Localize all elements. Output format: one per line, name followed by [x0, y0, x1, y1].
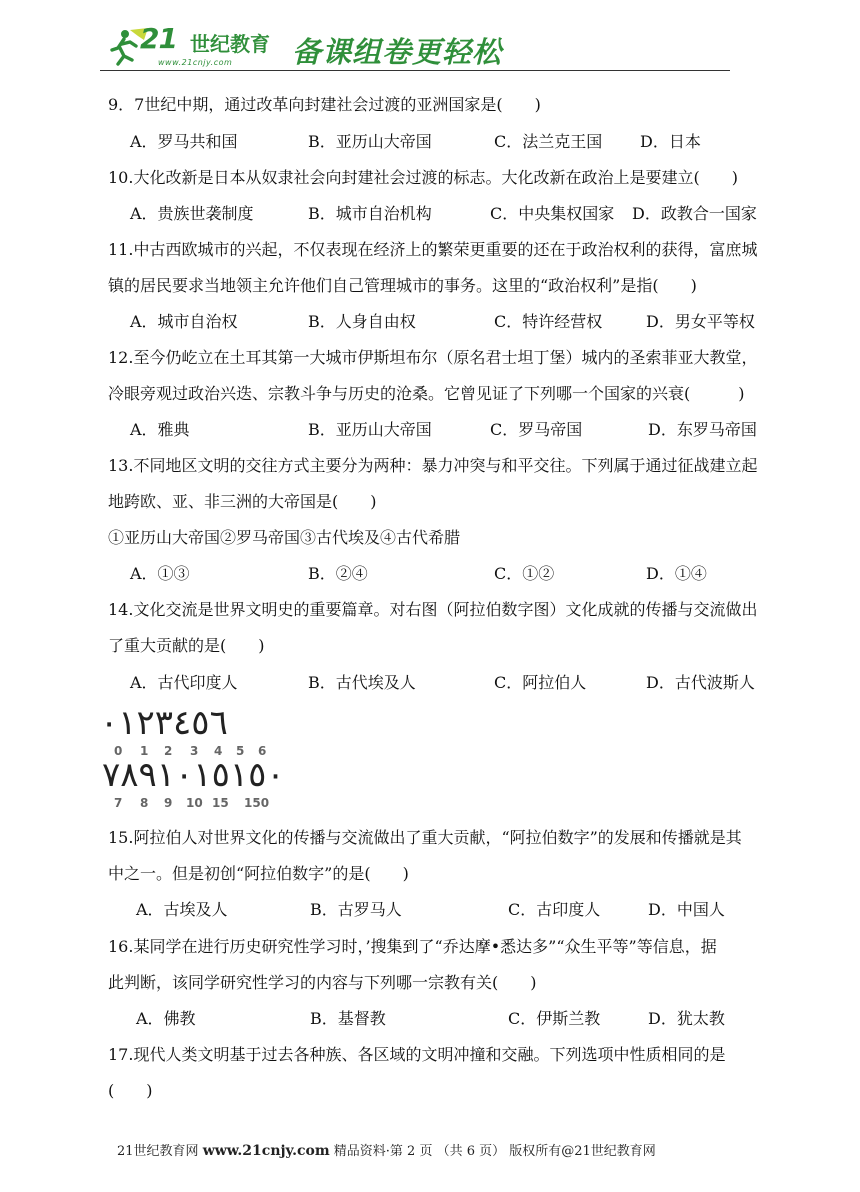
question-11-text-line-1: 11.中古西欧城市的兴起，不仅表现在经济上的繁荣更重要的还在于政治权利的获得，富庶城 [108, 240, 758, 259]
page-header [100, 20, 730, 72]
question-13-statements: ①亚历山大帝国②罗马帝国③古代埃及④古代希腊 [108, 528, 461, 547]
question-15-option-d: D．中国人 [648, 900, 725, 919]
question-10-option-a: A．贵族世袭制度 [130, 204, 254, 223]
question-12-text-line-1: 12.至今仍屹立在土耳其第一大城市伊斯坦布尔（原名君士坦丁堡）城内的圣索菲亚大教堂， [108, 348, 758, 367]
latin-number-150: 150 [244, 796, 270, 810]
question-11-option-b: B．人身自由权 [308, 312, 416, 331]
page-footer [117, 1143, 656, 1160]
question-14-text-line-2: 了重大贡献的是( ) [108, 636, 265, 655]
latin-number-9: 9 [164, 796, 173, 810]
question-10-option-d: D．政教合一国家 [632, 204, 757, 223]
question-14-option-b: B．古代埃及人 [308, 673, 416, 692]
question-11-option-c: C．特许经营权 [494, 312, 603, 331]
header-slogan: 备课组卷更轻松 [292, 35, 503, 69]
question-9-option-c: C．法兰克王国 [494, 132, 603, 151]
question-17-text-line-2: ( ) [108, 1081, 153, 1100]
question-15-option-a: A．古埃及人 [136, 900, 228, 919]
logo-url: www.21cnjy.com [158, 58, 233, 67]
question-11-text-line-2: 镇的居民要求当地领主允许他们自己管理城市的事务。这里的“政治权利”是指( ) [108, 276, 697, 295]
question-11-option-d: D．男女平等权 [646, 312, 755, 331]
question-12-option-d: D．东罗马帝国 [648, 420, 757, 439]
latin-digit-3: 3 [190, 744, 199, 758]
question-13-option-c: C．①② [494, 564, 555, 583]
question-14-option-a: A．古代印度人 [130, 673, 238, 692]
latin-digit-6: 6 [258, 744, 267, 758]
footer-prefix: 21世纪教育网 [117, 1144, 203, 1159]
question-12-option-b: B．亚历山大帝国 [308, 420, 432, 439]
question-10-option-b: B．城市自治机构 [308, 204, 432, 223]
latin-digit-4: 4 [214, 744, 223, 758]
question-16-text-line-1: 16.某同学在进行历史研究性学习时，’搜集到了“乔达摩•悉达多”“众生平等”等信息，据 [108, 937, 717, 956]
question-12-option-c: C．罗马帝国 [490, 420, 583, 439]
latin-number-10: 10 [186, 796, 203, 810]
question-14-option-d: D．古代波斯人 [646, 673, 755, 692]
latin-number-8: 8 [140, 796, 149, 810]
logo-number: 21 [140, 22, 177, 55]
question-9-text: 9．7世纪中期，通过改革向封建社会过渡的亚洲国家是( ) [108, 95, 541, 114]
question-14-text-line-1: 14.文化交流是世界文明史的重要篇章。对右图（阿拉伯数字图）文化成就的传播与交流做出 [108, 600, 758, 619]
question-15-text-line-2: 中之一。但是初创“阿拉伯数字”的是( ) [108, 864, 409, 883]
question-14-option-c: C．阿拉伯人 [494, 673, 587, 692]
question-17-text-line-1: 17.现代人类文明基于过去各种族、各区域的文明冲撞和交融。下列选项中性质相同的是 [108, 1045, 726, 1064]
latin-digit-5: 5 [236, 744, 245, 758]
question-11-option-a: A．城市自治权 [130, 312, 238, 331]
latin-digit-1: 1 [140, 744, 149, 758]
logo-name: 世纪教育 [190, 32, 270, 56]
question-15-option-c: C．古印度人 [508, 900, 601, 919]
question-12-option-a: A．雅典 [130, 420, 190, 439]
question-13-option-d: D．①④ [646, 564, 707, 583]
footer-page-info: 精品资料·第 2 页 （共 6 页） 版权所有@21世纪教育网 [329, 1144, 656, 1159]
question-16-option-d: D．犹太教 [648, 1009, 725, 1028]
question-15-option-b: B．古罗马人 [310, 900, 402, 919]
question-9-option-a: A．罗马共和国 [130, 132, 238, 151]
question-15-text-line-1: 15.阿拉伯人对世界文化的传播与交流做出了重大贡献，“阿拉伯数字”的发展和传播就是其 [108, 828, 742, 847]
question-10-text: 10.大化改新是日本从奴隶社会向封建社会过渡的标志。大化改新在政治上是要建立( ) [108, 168, 738, 187]
latin-number-15: 15 [212, 796, 229, 810]
question-13-option-a: A．①③ [130, 564, 190, 583]
question-16-option-b: B．基督教 [310, 1009, 386, 1028]
footer-site-link[interactable]: www.21cnjy.com [202, 1143, 330, 1159]
arabic-numerals-figure [100, 703, 285, 812]
latin-number-7: 7 [114, 796, 123, 810]
question-9-option-b: B．亚历山大帝国 [308, 132, 432, 151]
question-16-option-c: C．伊斯兰教 [508, 1009, 601, 1028]
question-12-text-line-2: 冷眼旁观过政治兴迭、宗教斗争与历史的沧桑。它曾见证了下列哪一个国家的兴衰( ) [108, 384, 745, 403]
question-10-option-c: C．中央集权国家 [490, 204, 615, 223]
question-16-option-a: A．佛教 [136, 1009, 196, 1028]
arabic-numerals-row-2: ٧٨٩١٠١٥١٥٠ [102, 755, 285, 795]
latin-digit-2: 2 [164, 744, 173, 758]
question-13-text-line-1: 13.不同地区文明的交往方式主要分为两种：暴力冲突与和平交往。下列属于通过征战建立起 [108, 456, 758, 475]
header-divider [100, 70, 730, 71]
question-16-text-line-2: 此判断，该同学研究性学习的内容与下列哪一宗教有关( ) [108, 973, 537, 992]
arabic-numerals-row-1: ٠١٢٣٤٥٦ [100, 703, 228, 743]
question-9-option-d: D．日本 [640, 132, 701, 151]
question-13-text-line-2: 地跨欧、亚、非三洲的大帝国是( ) [108, 492, 377, 511]
latin-digit-0: 0 [114, 744, 123, 758]
question-13-option-b: B．②④ [308, 564, 368, 583]
